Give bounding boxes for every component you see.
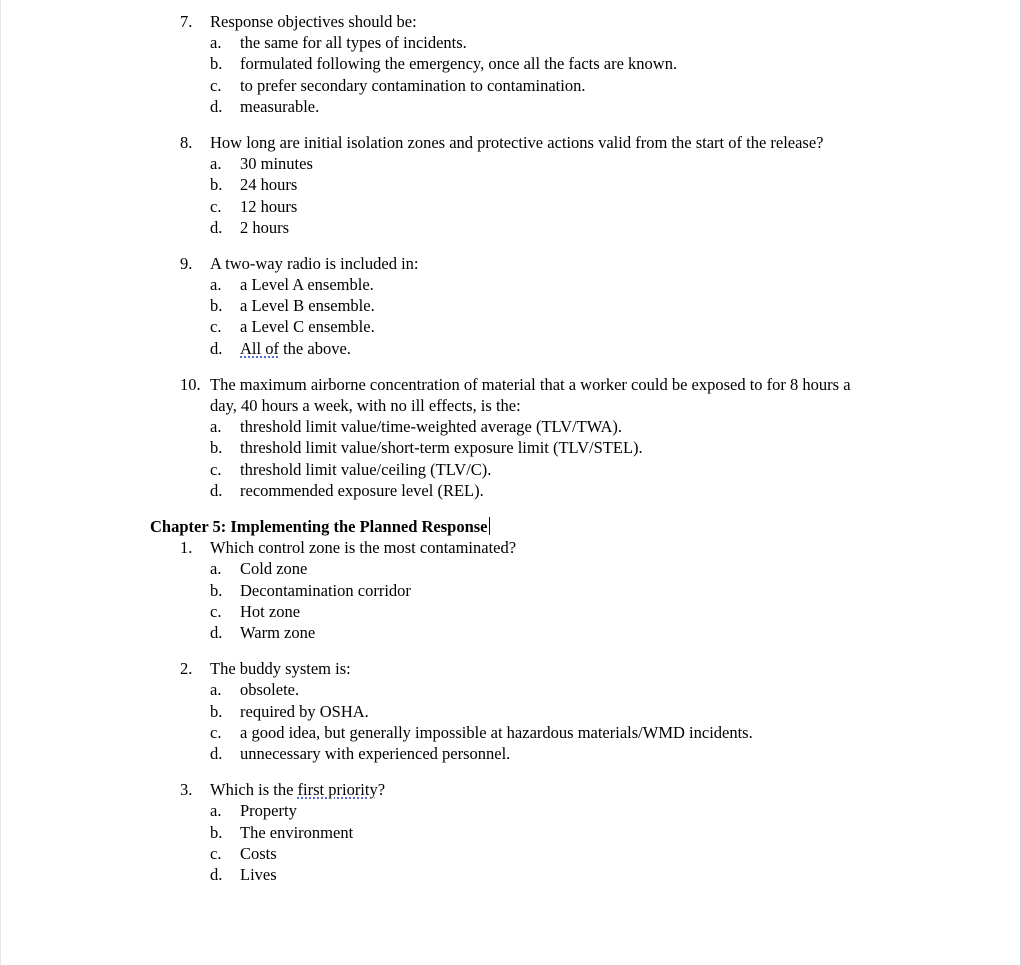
option-text: 12 hours (240, 196, 298, 216)
question-text-pre: Which is the (210, 780, 298, 800)
option-text: Warm zone (240, 622, 316, 642)
option-text: obsolete. (240, 680, 300, 700)
option-letter: a. (210, 559, 222, 579)
option-letter: b. (210, 438, 223, 458)
answer-option (0, 274, 1000, 295)
option-text: threshold limit value/ceiling (TLV/C). (240, 459, 492, 479)
question-number: 2. (180, 659, 193, 679)
option-letter: b. (210, 580, 223, 600)
option-letter: a. (210, 417, 222, 437)
option-letter: b. (210, 296, 223, 316)
answer-option (0, 601, 1000, 622)
option-text: the same for all types of incidents. (240, 33, 467, 53)
question-number: 1. (180, 538, 193, 558)
option-text: Costs (240, 843, 277, 863)
answer-option (0, 75, 1000, 96)
answer-option (0, 437, 1000, 458)
question-item (0, 11, 1000, 117)
option-letter: b. (210, 822, 223, 842)
option-text-rest: the above. (278, 338, 351, 358)
option-text: The environment (240, 822, 354, 842)
question-number: 8. (180, 132, 193, 152)
answer-option (0, 338, 1000, 359)
question-text (210, 779, 870, 800)
option-letter: c. (210, 722, 222, 742)
question-text: The buddy system is: (210, 659, 351, 679)
option-letter: d. (210, 96, 223, 116)
option-letter: a. (210, 154, 222, 174)
option-letter: d. (210, 622, 223, 642)
option-text: a Level C ensemble. (240, 317, 375, 337)
answer-option (0, 153, 1000, 174)
option-text: unnecessary with experienced personnel. (240, 743, 511, 763)
grammar-flag[interactable]: All of (240, 338, 279, 358)
option-letter: c. (210, 196, 222, 216)
question-item (0, 374, 1000, 501)
chapter-title: Chapter 5: Implementing the Planned Response (150, 517, 488, 537)
answer-option (0, 174, 1000, 195)
answer-option (0, 416, 1000, 437)
option-text: measurable. (240, 96, 320, 116)
question-number: 9. (180, 253, 193, 273)
answer-option (0, 722, 1000, 743)
chapter-heading (150, 516, 1000, 537)
question-text: How long are initial isolation zones and protective actions valid from the start of the release? (210, 132, 824, 152)
option-text (240, 338, 351, 359)
option-letter: b. (210, 175, 223, 195)
option-text: Hot zone (240, 601, 301, 621)
option-letter: d. (210, 338, 223, 358)
option-text: a Level A ensemble. (240, 275, 374, 295)
option-letter: d. (210, 480, 223, 500)
option-letter: a. (210, 801, 222, 821)
question-item (0, 658, 1000, 764)
answer-option (0, 864, 1000, 885)
option-text: threshold limit value/time-weighted average (TLV/TWA). (240, 417, 622, 437)
text-cursor (489, 517, 490, 535)
option-letter: c. (210, 843, 222, 863)
answer-option (0, 480, 1000, 501)
question-text: Which control zone is the most contaminated? (210, 538, 517, 558)
answer-option (0, 217, 1000, 238)
option-text: Lives (240, 864, 277, 884)
option-text: Cold zone (240, 559, 308, 579)
document-body[interactable] (0, 11, 1000, 900)
answer-option (0, 701, 1000, 722)
question-text: A two-way radio is included in: (210, 253, 419, 273)
option-letter: a. (210, 680, 222, 700)
option-letter: c. (210, 601, 222, 621)
answer-option (0, 800, 1000, 821)
answer-option (0, 743, 1000, 764)
answer-option (0, 822, 1000, 843)
question-number: 7. (180, 12, 193, 31)
option-text: 30 minutes (240, 154, 313, 174)
option-text: to prefer secondary contamination to contamination. (240, 75, 586, 95)
option-letter: b. (210, 54, 223, 74)
option-text: formulated following the emergency, once all the facts are known. (240, 54, 678, 74)
option-text: Property (240, 801, 297, 821)
option-text: 2 hours (240, 217, 290, 237)
answer-option (0, 622, 1000, 643)
answer-option (0, 32, 1000, 53)
question-number: 10. (180, 374, 201, 394)
answer-option (0, 53, 1000, 74)
answer-option (0, 196, 1000, 217)
grammar-flag[interactable]: first priority (297, 780, 378, 800)
option-letter: d. (210, 743, 223, 763)
option-letter: b. (210, 701, 223, 721)
question-item (0, 779, 1000, 885)
question-text: Response objectives should be: (210, 12, 417, 31)
option-text: recommended exposure level (REL). (240, 480, 484, 500)
answer-option (0, 679, 1000, 700)
answer-option (0, 96, 1000, 117)
question-item (0, 537, 1000, 643)
question-text: The maximum airborne concentration of material that a worker could be exposed to for 8 hours a day, 40 hours a week, with no ill effects, is the: (210, 374, 851, 416)
option-text: required by OSHA. (240, 701, 369, 721)
answer-option (0, 843, 1000, 864)
answer-option (0, 580, 1000, 601)
option-text: threshold limit value/short-term exposure limit (TLV/STEL). (240, 438, 643, 458)
question-item (0, 253, 1000, 359)
option-letter: c. (210, 317, 222, 337)
option-letter: d. (210, 864, 223, 884)
option-letter: c. (210, 459, 222, 479)
option-letter: d. (210, 217, 223, 237)
option-text: 24 hours (240, 175, 298, 195)
answer-option (0, 558, 1000, 579)
question-item (0, 132, 1000, 238)
option-text: a good idea, but generally impossible at hazardous materials/WMD incidents. (240, 722, 753, 742)
option-text: Decontamination corridor (240, 580, 411, 600)
answer-option (0, 295, 1000, 316)
answer-option (0, 316, 1000, 337)
option-letter: a. (210, 275, 222, 295)
option-text: a Level B ensemble. (240, 296, 375, 316)
answer-option (0, 459, 1000, 480)
option-letter: a. (210, 33, 222, 53)
option-letter: c. (210, 75, 222, 95)
question-number: 3. (180, 780, 193, 800)
question-text-post: ? (377, 780, 386, 800)
